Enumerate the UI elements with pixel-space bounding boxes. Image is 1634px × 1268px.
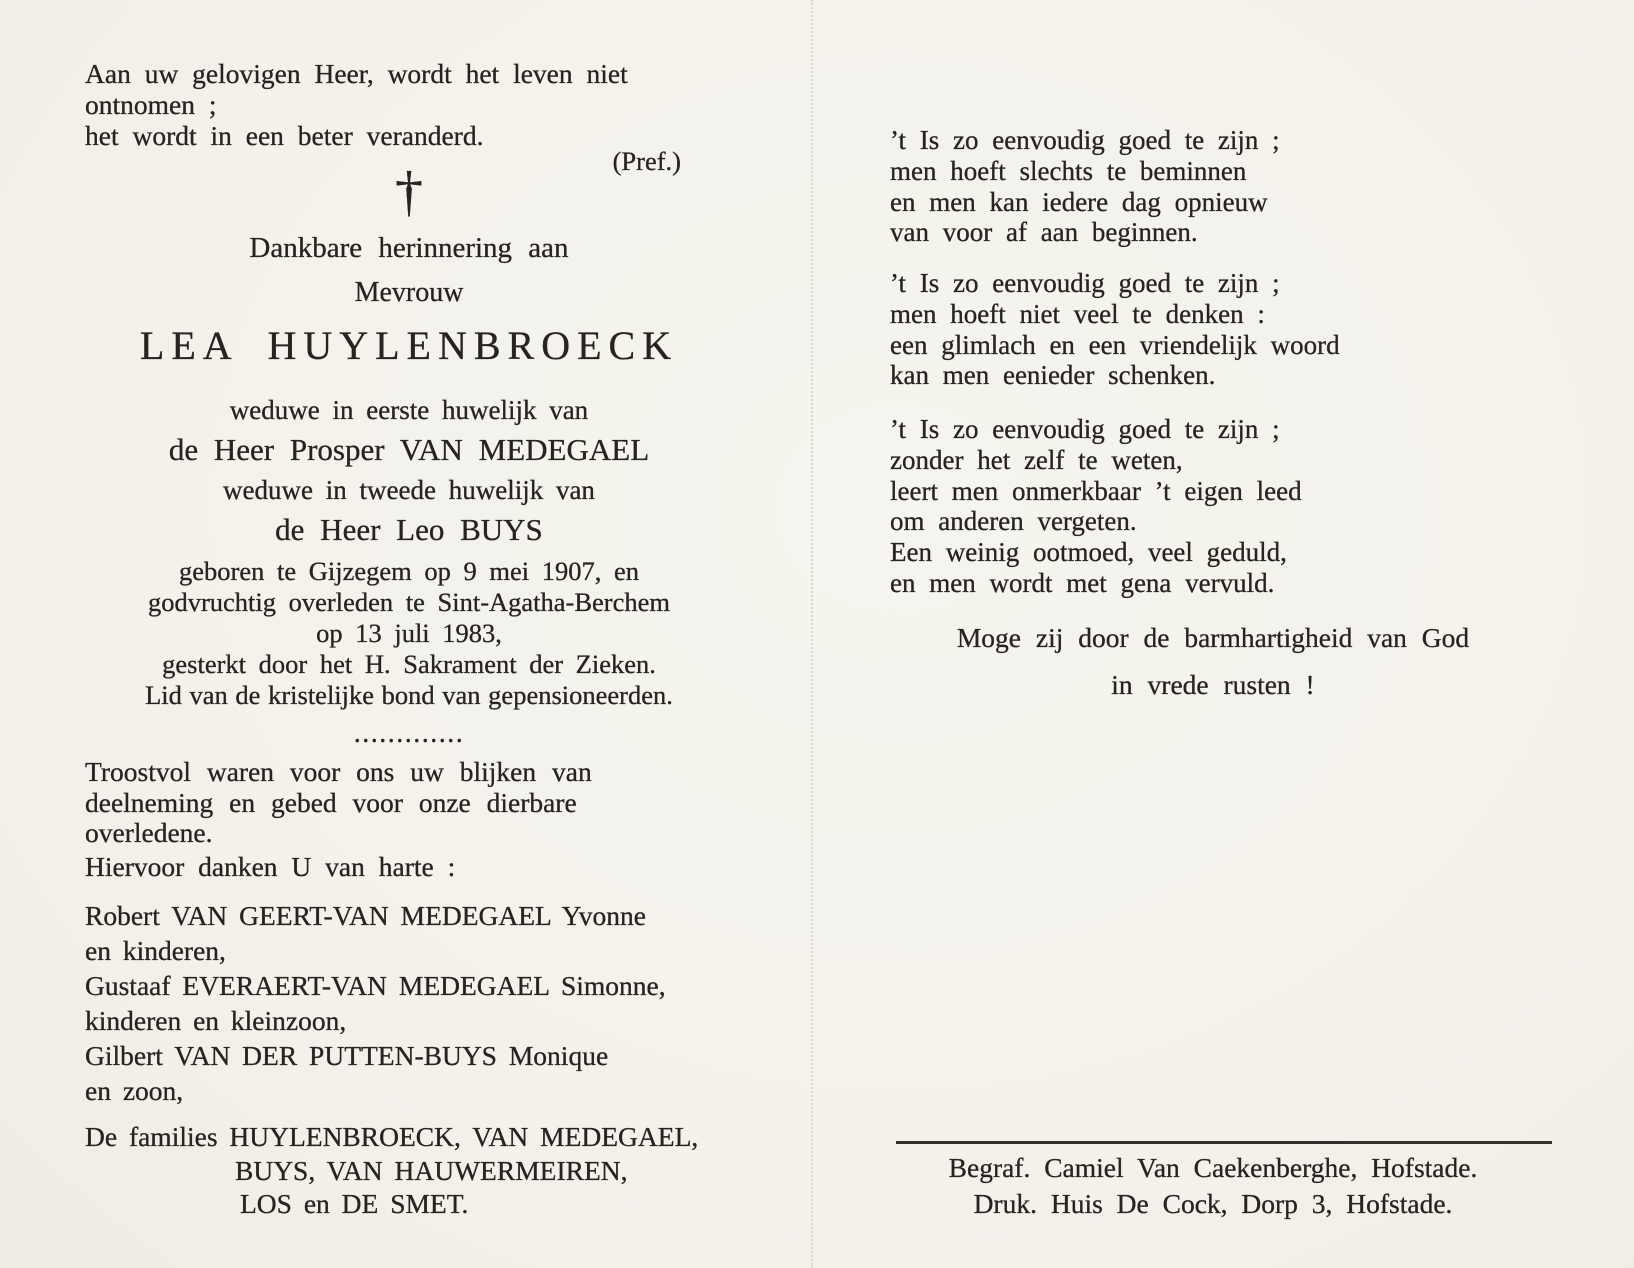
mourners-list <box>85 898 733 1108</box>
condolence-line: overledene. <box>85 817 213 848</box>
poem-line: ’t Is zo eenvoudig goed te zijn ; <box>890 268 1280 298</box>
poem-line: van voor af aan beginnen. <box>890 217 1198 248</box>
families-block <box>85 1120 733 1221</box>
poem-line: men hoeft slechts te beminnen <box>890 155 1247 186</box>
closing-line: Moge zij door de barmhartigheid van God <box>956 622 1470 653</box>
deceased-name: LEA HUYLENBROECK <box>139 323 679 368</box>
condolence-paragraph <box>85 757 733 849</box>
epigraph-line: ontnomen ; <box>85 89 217 120</box>
death-date-line: op 13 juli 1983, <box>316 618 502 648</box>
condolence-line: Troostvol waren voor ons uw blijken van <box>85 756 592 787</box>
cross-icon: † <box>395 161 423 223</box>
first-husband-name: de Heer Prosper VAN MEDEGAEL <box>168 432 650 467</box>
mourner-line: Gustaaf EVERAERT-VAN MEDEGAEL Simonne, <box>85 970 666 1001</box>
birth-line: geboren te Gijzegem op 9 mei 1907, en <box>179 556 639 586</box>
death-place-line: godvruchtig overleden te Sint-Agatha-Berchem <box>147 587 671 617</box>
printer-line: Druk. Huis De Cock, Dorp 3, Hofstade. <box>973 1188 1453 1219</box>
mourner-line: en zoon, <box>85 1075 184 1106</box>
mourner-line: kinderen en kleinzoon, <box>85 1005 347 1036</box>
epigraph <box>85 58 733 151</box>
families-line: LOS en DE SMET. <box>240 1188 469 1219</box>
poem-line: en men wordt met gena vervuld. <box>890 567 1275 598</box>
footer-rule <box>896 1141 1552 1144</box>
mourner-line: en kinderen, <box>85 935 226 966</box>
poem-line: leert men onmerkbaar ’t eigen leed <box>890 475 1302 506</box>
marriage-line: weduwe in tweede huwelijk van <box>223 475 595 505</box>
marriage-block <box>85 390 733 550</box>
honorific: Mevrouw <box>354 277 464 308</box>
biography-block <box>85 556 733 711</box>
closing-prayer <box>868 622 1558 701</box>
poem-line: men hoeft niet veel te denken : <box>890 298 1265 329</box>
card-fold-crease <box>811 0 813 1268</box>
footer-imprint <box>868 1150 1558 1222</box>
thanks-line: Hiervoor danken U van harte : <box>85 851 456 882</box>
poem-line: Een weinig ootmoed, veel geduld, <box>890 537 1287 568</box>
dedication-line: Dankbare herinnering aan <box>249 232 569 264</box>
epigraph-line: het wordt in een beter veranderd. <box>85 120 484 151</box>
epigraph-attribution: (Pref.) <box>612 146 681 176</box>
left-page <box>85 0 733 1268</box>
poem-line: zonder het zelf te weten, <box>890 444 1183 475</box>
poem-line: om anderen vergeten. <box>890 506 1137 537</box>
epigraph-line: Aan uw gelovigen Heer, wordt het leven niet <box>85 58 628 89</box>
poem-line: ’t Is zo eenvoudig goed te zijn ; <box>890 414 1280 444</box>
mourner-line: Robert VAN GEERT-VAN MEDEGAEL Yvonne <box>85 900 646 931</box>
marriage-line: weduwe in eerste huwelijk van <box>229 395 589 425</box>
condolence-line: deelneming en gebed voor onze dierbare <box>85 786 577 818</box>
membership-line: Lid van de kristelijke bond van gepensioneerden. <box>145 680 673 710</box>
second-husband-name: de Heer Leo BUYS <box>275 512 543 547</box>
poem-stanza-3 <box>890 414 1530 599</box>
poem-line: kan men eenieder schenken. <box>890 360 1216 391</box>
sacrament-line: gesterkt door het H. Sakrament der Zieken. <box>162 649 656 679</box>
poem-line: en men kan iedere dag opnieuw <box>890 186 1268 217</box>
undertaker-line: Begraf. Camiel Van Caekenberghe, Hofstade. <box>948 1152 1478 1183</box>
poem-line: een glimlach en een vriendelijk woord <box>890 329 1340 360</box>
families-line: De families HUYLENBROECK, VAN MEDEGAEL, <box>85 1121 699 1152</box>
poem-line: ’t Is zo eenvoudig goed te zijn ; <box>890 125 1280 155</box>
families-line: BUYS, VAN HAUWERMEIREN, <box>235 1154 628 1186</box>
poem-stanza-1 <box>890 125 1530 248</box>
poem-stanza-2 <box>890 268 1530 391</box>
dotted-separator: ............. <box>353 718 465 749</box>
closing-line: in vrede rusten ! <box>1111 669 1315 700</box>
right-page <box>868 0 1558 1268</box>
mourner-line: Gilbert VAN DER PUTTEN-BUYS Monique <box>85 1040 609 1071</box>
